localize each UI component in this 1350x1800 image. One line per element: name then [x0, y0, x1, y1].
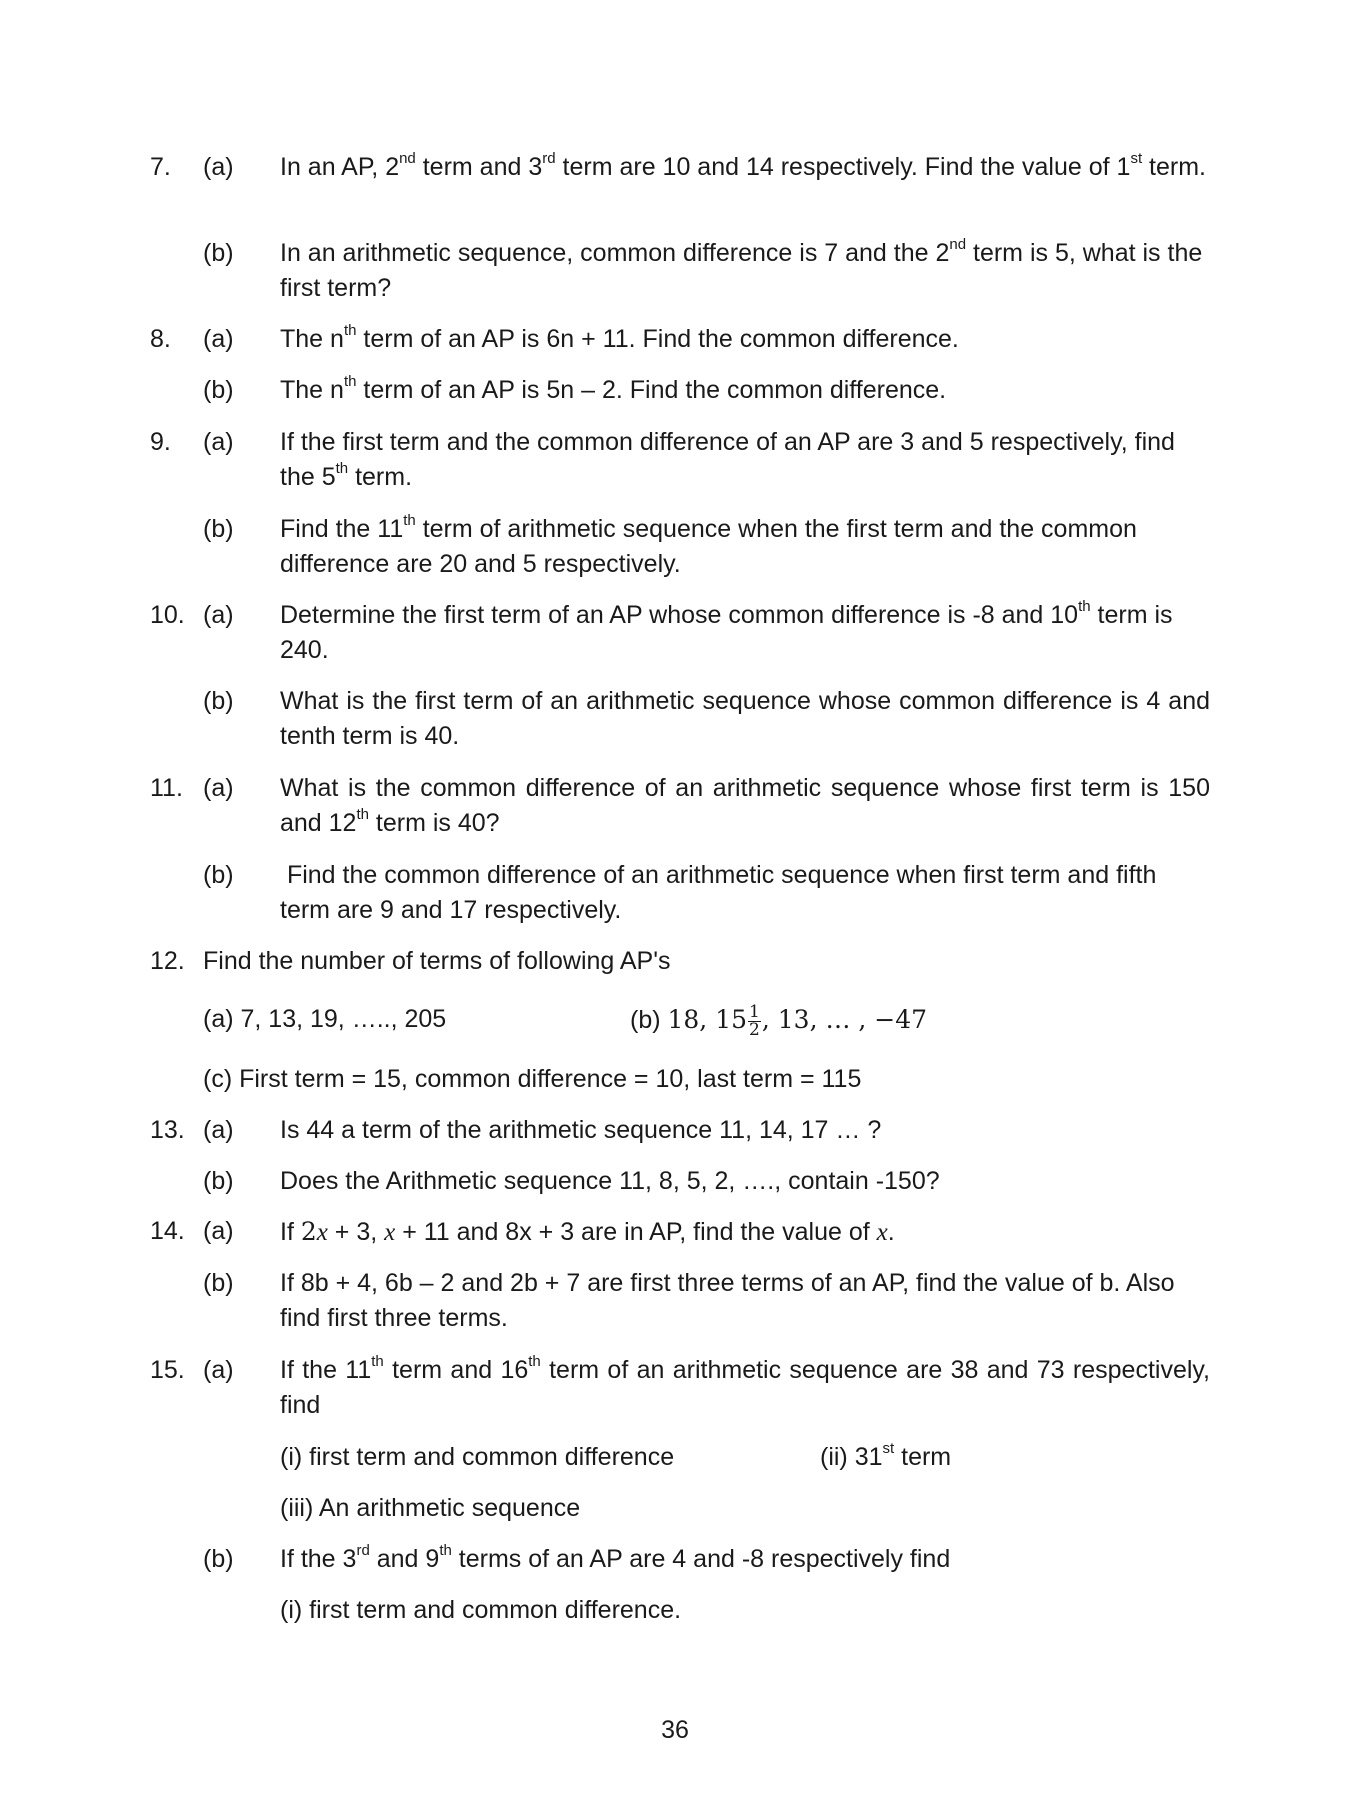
- question-text: If the 11th term and 16th term of an arithmetic sequence are 38 and 73 respectively, find: [280, 1352, 1210, 1419]
- part-label: (b): [203, 239, 234, 267]
- question-text: Determine the first term of an AP whose common difference is -8 and 10th term is 240.: [280, 597, 1173, 664]
- question-number: 14.: [150, 1217, 185, 1245]
- question-number: 8.: [150, 325, 171, 353]
- part-label: (a): [203, 1217, 234, 1245]
- part-label: (a): [203, 325, 234, 353]
- question-text: What is the first term of an arithmetic sequence whose common difference is 4 and tenth term is 40.: [280, 687, 1210, 750]
- question-text: Find the 11th term of arithmetic sequence when the first term and the common difference are 20 and 5 respectively.: [280, 511, 1137, 578]
- part-label: (b): [203, 861, 234, 889]
- question-number: 13.: [150, 1116, 185, 1144]
- part-label: (b): [203, 1269, 234, 1297]
- part-label: (a): [203, 428, 234, 456]
- part-label: (b): [203, 376, 234, 404]
- part-label: (a): [203, 153, 234, 181]
- part-label: (b): [203, 1167, 234, 1195]
- subpart-i: (i) first term and common difference: [280, 1443, 675, 1471]
- part-label: (b): [203, 515, 234, 543]
- option-c: (c) First term = 15, common difference = 10, last term = 115: [203, 1065, 862, 1093]
- question-number: 12.: [150, 947, 185, 975]
- question-text: If the 3rd and 9th terms of an AP are 4 and -8 respectively find: [280, 1541, 951, 1573]
- part-label: (a): [203, 601, 234, 629]
- question-number: 9.: [150, 428, 171, 456]
- question-text: Find the number of terms of following AP's: [203, 947, 671, 975]
- question-number: 11.: [150, 774, 183, 802]
- question-number: 15.: [150, 1356, 185, 1384]
- question-text: Does the Arithmetic sequence 11, 8, 5, 2, …., contain -150?: [280, 1167, 940, 1195]
- question-text: If 2x + 3, x + 11 and 8x + 3 are in AP, find the value of x.: [280, 1217, 895, 1246]
- option-b: (b) 18, 15 $\frac{1}{2}$ , 13, … , −47: [630, 1001, 928, 1040]
- fraction: $\frac{1}{2}$: [749, 1001, 760, 1040]
- question-text: Is 44 a term of the arithmetic sequence 11, 14, 17 … ?: [280, 1116, 882, 1144]
- subpart-ii: (ii) 31st term: [820, 1439, 952, 1471]
- page-number: 36: [661, 1716, 689, 1744]
- question-number: 7.: [150, 153, 171, 181]
- part-label: (a): [203, 1356, 234, 1384]
- subpart-iii: (iii) An arithmetic sequence: [280, 1494, 581, 1522]
- question-text: Find the common difference of an arithmetic sequence when first term and fifth term are 9 and 17 respectively.: [280, 861, 1164, 924]
- part-label: (b): [203, 687, 234, 715]
- question-text: The $n^{th}$ term of an AP is 5n – 2. Find the common difference.: [280, 372, 947, 404]
- part-label: (a): [203, 1116, 234, 1144]
- question-text: The $n^{th}$ term of an AP is 6n + 11. Find the common difference.: [280, 321, 959, 353]
- question-text: In an AP, 2nd term and 3rd term are 10 and 14 respectively. Find the value of 1st term.: [280, 149, 1207, 181]
- part-label: (a): [203, 774, 234, 802]
- question-text: If the first term and the common difference of an AP are 3 and 5 respectively, find the 5th term.: [280, 428, 1175, 491]
- option-a: (a) 7, 13, 19, ….., 205: [203, 1005, 447, 1033]
- question-number: 10.: [150, 601, 185, 629]
- subpart-i: (i) first term and common difference.: [280, 1596, 682, 1624]
- question-text: What is the common difference of an arithmetic sequence whose first term is 150 and 12th term is 40?: [280, 774, 1210, 837]
- question-text: In an arithmetic sequence, common difference is 7 and the 2nd term is 5, what is the first term?: [280, 235, 1203, 302]
- part-label: (b): [203, 1545, 234, 1573]
- question-text: If 8b + 4, 6b – 2 and 2b + 7 are first three terms of an AP, find the value of b. Also find first three terms.: [280, 1269, 1175, 1332]
